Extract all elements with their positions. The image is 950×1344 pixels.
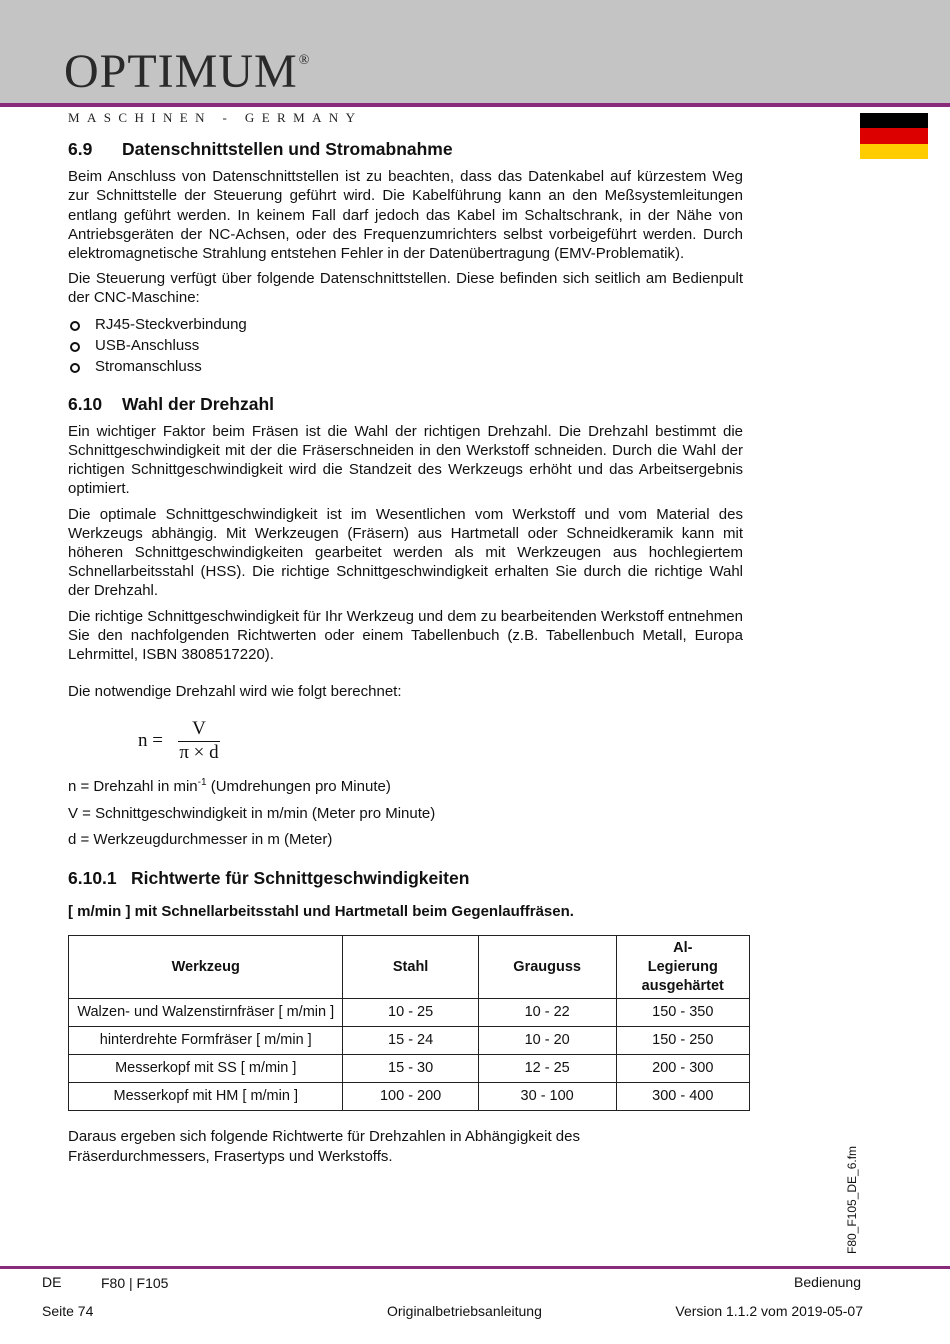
table-row — [69, 1055, 750, 1083]
flag-stripe-red — [860, 128, 928, 143]
table-cell: 12 - 25 — [478, 1055, 616, 1083]
formula-fraction — [178, 719, 220, 762]
section-heading-6-9: 6.9 Datenschnittstellen und Stromabnahme — [68, 139, 453, 159]
list-item: Stromanschluss — [68, 356, 743, 377]
flag-stripe-gold — [860, 144, 928, 159]
col-header-aluminium: Al- Legierung ausgehärtet — [616, 936, 749, 999]
section-heading-6-10-1: 6.10.1 Richtwerte für Schnittgeschwindigkeiten — [68, 868, 470, 889]
paragraph: Die notwendige Drehzahl wird wie folgt berechnet: — [68, 683, 402, 701]
footer-divider — [0, 1266, 950, 1269]
table-cell: 200 - 300 — [616, 1055, 749, 1083]
footer-model: F80 | F105 — [101, 1275, 169, 1291]
paragraph: Beim Anschluss von Datenschnittstellen ist zu beachten, dass das Datenkabel auf kürzestem Weg zur Schnittstelle der Steuerung geführt wird. Die Kabelführung kann an den Meßsystemleitungen entlang geführt werden. In keinem Fall darf jedoch das Kabel im Schaltschrank, in der Nähe von Antriebsgeräten der NC-Achsen, oder des Frequenzumrichters selbst vorbeigeführt werden. Durch elektromagnetische Strahlung entstehen Fehler in der Datenübertragung (EMV-Problematik). — [68, 168, 743, 263]
brand-tagline: MASCHINEN - GERMANY — [68, 110, 363, 125]
closing-paragraph: Daraus ergeben sich folgende Richtwerte für Drehzahlen in Abhängigkeit des Fräserdurchmessers, Frasertyps und Werkstoffs. — [68, 1128, 580, 1165]
formula-numerator: V — [192, 718, 206, 740]
table-cell: 10 - 22 — [478, 999, 616, 1027]
formula-lhs: n = — [138, 730, 163, 752]
table-cell: 30 - 100 — [478, 1083, 616, 1111]
table-row — [69, 1027, 750, 1055]
german-flag-icon — [860, 113, 928, 159]
table-cell: 10 - 20 — [478, 1027, 616, 1055]
table-cell: 10 - 25 — [343, 999, 478, 1027]
paragraph: Die optimale Schnittgeschwindigkeit ist im Wesentlichen vom Werkstoff und vom Material des Werkzeugs abhängig. Mit Werkzeugen (Fräsern) aus Hartmetall oder Schneidkeramik kann mit höheren Schnittgeschwindigkeiten gearbeitet werden als mit Werkzeugen aus hochlegiertem Schnellarbeitsstahl (HSS). Die richtige Schnittgeschwindigkeit erhalten Sie durch die richtige Wahl der Drehzahl. — [68, 505, 743, 600]
table-cell: 15 - 24 — [343, 1027, 478, 1055]
page-content — [68, 140, 743, 1166]
col-header-tool: Werkzeug — [69, 936, 343, 999]
paragraph: Die Steuerung verfügt über folgende Datenschnittstellen. Diese befinden sich seitlich am Bedienpult der CNC-Maschine: — [68, 270, 743, 307]
formula-denominator: π × d — [179, 742, 219, 764]
brand-logo: OPTIMUM® — [64, 45, 311, 98]
table-cell: Messerkopf mit HM [ m/min ] — [69, 1083, 343, 1111]
header-divider — [0, 103, 950, 107]
list-item: RJ45-Steckverbindung — [68, 314, 743, 335]
file-reference: F80_F105_DE_6.fm — [845, 1145, 859, 1254]
cutting-speed-table — [68, 935, 750, 1111]
table-cell: 15 - 30 — [343, 1055, 478, 1083]
footer-section: Bedienung — [794, 1274, 861, 1290]
table-cell: 150 - 250 — [616, 1027, 749, 1055]
list-item: USB-Anschluss — [68, 335, 743, 356]
footer-language: DE — [42, 1274, 62, 1290]
footer-document-type: Originalbetriebsanleitung — [387, 1303, 542, 1319]
flag-stripe-black — [860, 113, 928, 128]
footer-page-number: Seite 74 — [42, 1303, 94, 1319]
col-header-cast-iron: Grauguss — [478, 936, 616, 999]
table-cell: 150 - 350 — [616, 999, 749, 1027]
table-cell: Walzen- und Walzenstirnfräser [ m/min ] — [69, 999, 343, 1027]
footer-version: Version 1.1.2 vom 2019-05-07 — [675, 1303, 863, 1319]
definition-n: n = Drehzahl in $\min^{-1}$ (Umdrehungen pro Minute) — [68, 777, 391, 796]
table-cell: 100 - 200 — [343, 1083, 478, 1111]
definition-v: V = Schnittgeschwindigkeit in m/min (Meter pro Minute) — [68, 804, 436, 822]
table-cell: Messerkopf mit SS [ m/min ] — [69, 1055, 343, 1083]
speed-formula — [138, 719, 743, 769]
table-header-row — [69, 936, 750, 999]
table-cell: hinterdrehte Formfräser [ m/min ] — [69, 1027, 343, 1055]
interface-list — [68, 314, 743, 377]
table-cell: 300 - 400 — [616, 1083, 749, 1111]
section-heading-6-10: 6.10 Wahl der Drehzahl — [68, 393, 275, 414]
table-row — [69, 999, 750, 1027]
col-header-steel: Stahl — [343, 936, 478, 999]
table-row — [69, 1083, 750, 1111]
definition-d: d = Werkzeugdurchmesser in m (Meter) — [68, 830, 333, 848]
paragraph: Ein wichtiger Faktor beim Fräsen ist die Wahl der richtigen Drehzahl. Die Drehzahl bestimmt die Schnittgeschwindigkeit mit der die Fräserschneiden in den Werkstoff schneiden. Durch die Wahl der richtigen Schnittgeschwindigkeit wird die Standzeit des Werkzeugs erhöht und das Arbeitsergebnis optimiert. — [68, 422, 743, 498]
paragraph: Die richtige Schnittgeschwindigkeit für Ihr Werkzeug und dem zu bearbeitenden Werkstoff entnehmen Sie den nachfolgenden Richtwerten oder einem Tabellenbuch (z.B. Tabellenbuch Metall, Europa Lehrmittel, ISBN 3808517220). — [68, 607, 743, 664]
table-caption: [ m/min ] mit Schnellarbeitsstahl und Hartmetall beim Gegenlauffräsen. — [68, 903, 574, 921]
